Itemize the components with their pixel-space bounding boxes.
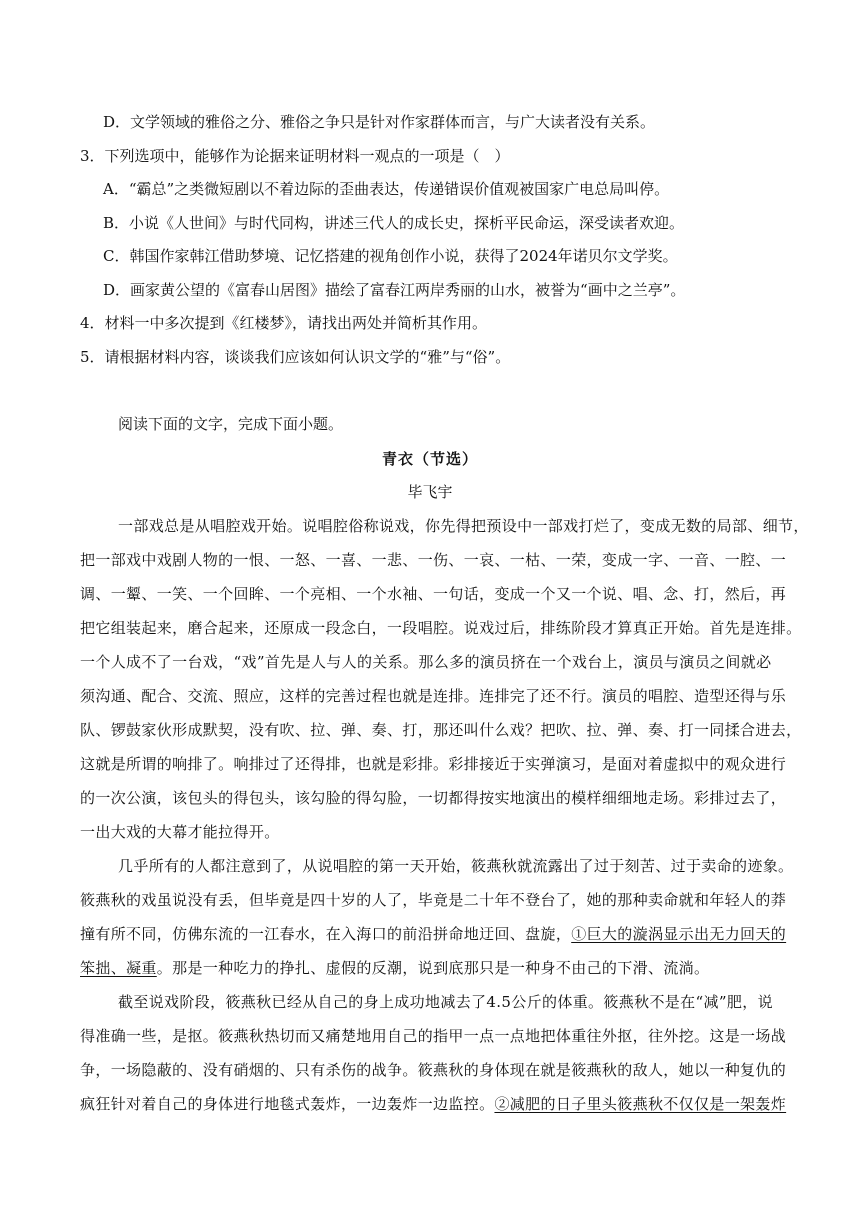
question-5: 5．请根据材料内容，谈谈我们应该如何认识文学的“雅”与“俗”。 — [80, 348, 511, 366]
question-3-option-b: B．小说《人世间》与时代同构，讲述三代人的成长史，探析平民命运，深受读者欢迎。 — [103, 214, 685, 232]
paragraph-3-line: 争，一场隐蔽的、没有硝烟的、只有杀伤的战争。筱燕秋的身体现在就是筱燕秋的敌人，她以一种复仇的 — [80, 1061, 787, 1079]
paragraph-3-text: 疯狂针对着自己的身体进行地毯式轰炸，一边轰炸一边监控。 — [80, 1095, 495, 1113]
paragraph-2-line — [80, 924, 786, 944]
paragraph-2-line: 筱燕秋的戏虽说没有丢，但毕竟是四十岁的人了，毕竟是二十年不登台了，她的那种卖命就和年轻人的莽 — [80, 891, 787, 909]
paragraph-1-line: 队、锣鼓家伙形成默契，没有吹、拉、弹、奏、打，那还叫什么戏？把吹、拉、弹、奏、打一同揉合进去， — [80, 721, 802, 739]
paragraph-2-text: 撞有所不同，仿佛东流的一江春水，在入海口的前沿拼命地迂回、盘旋， — [80, 925, 572, 943]
question-3-stem: 3．下列选项中，能够作为论据来证明材料一观点的一项是（ ） — [80, 147, 510, 165]
reading-instruction: 阅读下面的文字，完成下面小题。 — [118, 415, 344, 433]
underlined-sentence-2: ②减肥的日子里头筱燕秋不仅仅是一架轰炸 — [494, 1095, 787, 1113]
paragraph-1-line: 调、一颦、一笑、一个回眸、一个亮相、一个水袖、一句话，变成一个又一个说、唱、念、打，然后，再 — [80, 585, 787, 603]
underlined-sentence-1-end: 笨拙、凝重 — [80, 959, 157, 977]
paragraph-1-line: 把它组装起来，磨合起来，还原成一段念白，一段唱腔。说戏过后，排练阶段才算真正开始。首先是连排。 — [80, 619, 802, 637]
paragraph-3-line: 截至说戏阶段，筱燕秋已经从自己的身上成功地减去了4.5公斤的体重。筱燕秋不是在“减”肥，说 — [118, 993, 773, 1011]
paragraph-3-line: 得准确一些，是抠。筱燕秋热切而又痛楚地用自己的指甲一点一点地把体重往外抠，往外挖。这是一场战 — [80, 1027, 787, 1045]
paragraph-2-line — [80, 958, 709, 978]
paragraph-1-line: 这就是所谓的响排了。响排过了还得排，也就是彩排。彩排接近于实弹演习，是面对着虚拟中的观众进行 — [80, 755, 787, 773]
question-3-option-c: C．韩国作家韩江借助梦境、记忆搭建的视角创作小说，获得了2024年诺贝尔文学奖。 — [103, 247, 678, 265]
article-author: 毕飞宇 — [407, 483, 453, 501]
underlined-sentence-1: ①巨大的漩涡显示出无力回天的 — [571, 925, 787, 943]
article-title: 青衣（节选） — [381, 450, 478, 468]
question-3-option-d: D．画家黄公望的《富春山居图》描绘了富春江两岸秀丽的山水，被誉为“画中之兰亭”。 — [103, 281, 686, 299]
option-prev-d: D．文学领域的雅俗之分、雅俗之争只是针对作家群体而言，与广大读者没有关系。 — [103, 113, 656, 131]
question-3-option-a: A．“霸总”之类微短剧以不着边际的歪曲表达，传递错误价值观被国家广电总局叫停。 — [103, 180, 670, 198]
paragraph-2-line: 几乎所有的人都注意到了，从说唱腔的第一天开始，筱燕秋就流露出了过于刻苦、过于卖命的迹象。 — [118, 857, 794, 875]
paragraph-1-line: 一部戏总是从唱腔戏开始。说唱腔俗称说戏，你先得把预设中一部戏打烂了，变成无数的局部、细节， — [118, 517, 809, 535]
paragraph-1-line: 须沟通、配合、交流、照应，这样的完善过程也就是连排。连排完了还不行。演员的唱腔、造型还得与乐 — [80, 687, 787, 705]
paragraph-2-tail: 。那是一种吃力的挣扎、虚假的反潮，说到底那只是一种身不由己的下滑、流淌。 — [156, 959, 710, 977]
paragraph-1-line: 一出大戏的大幕才能拉得开。 — [80, 823, 280, 841]
paragraph-3-line — [80, 1094, 786, 1114]
paragraph-1-line: 把一部戏中戏剧人物的一恨、一怒、一喜、一悲、一伤、一哀、一枯、一荣，变成一字、一音、一腔、一 — [80, 551, 787, 569]
question-4: 4．材料一中多次提到《红楼梦》，请找出两处并简析其作用。 — [80, 314, 488, 332]
paragraph-1-line: 一个人成不了一台戏，“戏”首先是人与人的关系。那么多的演员挤在一个戏台上，演员与演员之间就必 — [80, 653, 772, 671]
paragraph-1-line: 的一次公演，该包头的得包头，该勾脸的得勾脸，一切都得按实地演出的模样细细地走场。彩排过去了， — [80, 789, 787, 807]
